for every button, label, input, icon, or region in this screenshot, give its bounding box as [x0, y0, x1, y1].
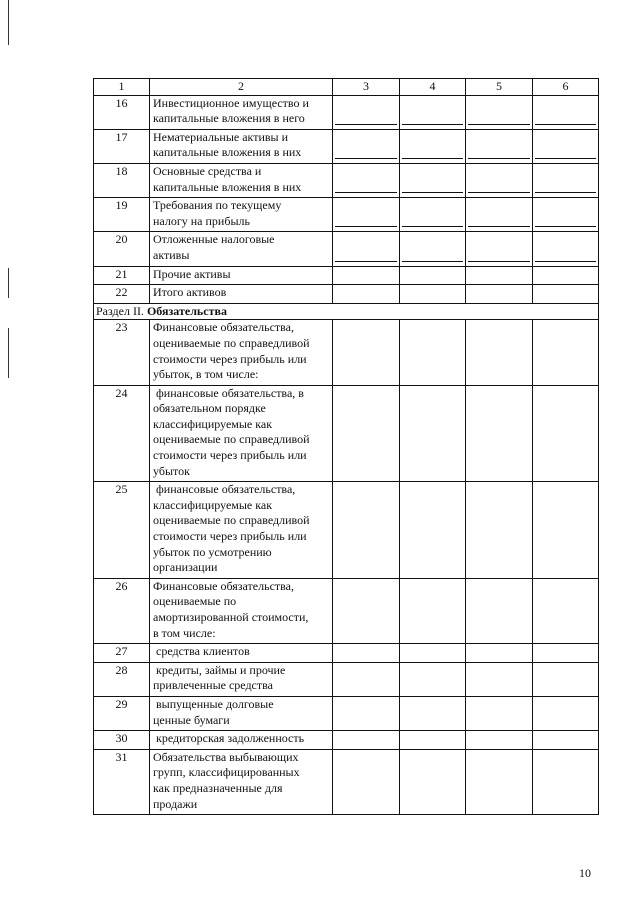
row-label-line: стоимости через прибыль или: [153, 448, 307, 463]
row-label-line: оцениваемые по справедливой: [153, 335, 310, 350]
value-cell: [466, 198, 533, 232]
row-label: [150, 95, 333, 129]
value-cell: [533, 129, 599, 163]
row-label-line: амортизированной стоимости,: [153, 610, 309, 625]
table-row: [94, 482, 599, 579]
row-number: 19: [94, 198, 150, 232]
cell-inner-line: [402, 232, 463, 261]
value-cell: [333, 285, 400, 304]
row-label-line: оцениваемые по справедливой: [153, 513, 310, 528]
value-cell: [533, 198, 599, 232]
value-cell: [466, 731, 533, 750]
column-header: 1: [94, 79, 150, 96]
value-cell: [466, 662, 533, 696]
value-cell: [333, 232, 400, 266]
value-cell: [333, 385, 400, 482]
row-label-line: классифицируемые как: [153, 497, 273, 512]
row-label-line: налогу на прибыль: [153, 213, 250, 228]
row-label: [150, 482, 333, 579]
row-label: [150, 163, 333, 197]
value-cell: [400, 285, 466, 304]
value-cell: [333, 163, 400, 197]
value-cell: [400, 129, 466, 163]
row-label-line: Итого активов: [153, 285, 227, 300]
value-cell: [400, 644, 466, 663]
value-cell: [533, 163, 599, 197]
cell-inner-line: [335, 198, 397, 227]
column-header: 2: [150, 79, 333, 96]
row-label-line: Обязательства выбывающих: [153, 749, 299, 764]
value-cell: [466, 320, 533, 385]
value-cell: [333, 95, 400, 129]
row-label: [150, 129, 333, 163]
cell-inner-line: [535, 198, 596, 227]
value-cell: [400, 697, 466, 731]
value-cell: [400, 578, 466, 643]
cell-inner-line: [468, 232, 530, 261]
row-label-line: капитальные вложения в них: [153, 145, 302, 160]
row-number: 18: [94, 163, 150, 197]
value-cell: [466, 266, 533, 285]
table-row: [94, 163, 599, 197]
row-number: 27: [94, 644, 150, 663]
table-row: [94, 198, 599, 232]
value-cell: [533, 578, 599, 643]
value-cell: [400, 482, 466, 579]
value-cell: [400, 266, 466, 285]
value-cell: [533, 266, 599, 285]
section-title: Обязательства: [146, 303, 227, 318]
value-cell: [533, 320, 599, 385]
value-cell: [533, 232, 599, 266]
table-row: [94, 385, 599, 482]
row-label-line: Отложенные налоговые: [153, 232, 275, 247]
row-label-line: ценные бумаги: [153, 712, 230, 727]
row-number: 25: [94, 482, 150, 579]
row-label-line: Основные средства и: [153, 163, 262, 178]
value-cell: [333, 731, 400, 750]
row-label-line: Нематериальные активы и: [153, 129, 289, 144]
row-label-line: финансовые обязательства, в: [153, 385, 304, 400]
value-cell: [533, 731, 599, 750]
row-label-line: капитальные вложения в него: [153, 111, 305, 126]
row-label-line: как предназначенные для: [153, 781, 283, 796]
value-cell: [333, 662, 400, 696]
table-row: [94, 129, 599, 163]
row-label: [150, 385, 333, 482]
table-row: [94, 749, 599, 814]
column-header: 6: [533, 79, 599, 96]
row-label-line: кредиты, займы и прочие: [153, 662, 286, 677]
row-label-line: продажи: [153, 796, 198, 811]
row-label-line: оцениваемые по справедливой: [153, 432, 310, 447]
value-cell: [400, 385, 466, 482]
table-row: [94, 644, 599, 663]
cell-inner-line: [535, 130, 596, 159]
table-row: [94, 662, 599, 696]
row-label-line: средства клиентов: [153, 644, 250, 659]
table-row: [94, 578, 599, 643]
row-label-line: Финансовые обязательства,: [153, 320, 294, 335]
row-number: 21: [94, 266, 150, 285]
row-label-line: Инвестиционное имущество и: [153, 95, 309, 110]
row-label-line: организации: [153, 560, 218, 575]
row-label-line: стоимости через прибыль или: [153, 351, 307, 366]
cell-inner-line: [535, 232, 596, 261]
cell-inner-line: [468, 164, 530, 193]
value-cell: [333, 578, 400, 643]
value-cell: [333, 697, 400, 731]
row-label-line: Прочие активы: [153, 266, 231, 281]
row-label-line: привлеченные средства: [153, 678, 273, 693]
row-label-line: убыток по усмотрению: [153, 544, 272, 559]
row-label: [150, 285, 333, 304]
value-cell: [466, 749, 533, 814]
table-row: [94, 697, 599, 731]
cell-inner-line: [468, 130, 530, 159]
row-number: 17: [94, 129, 150, 163]
value-cell: [400, 163, 466, 197]
row-label-line: классифицируемые как: [153, 416, 273, 431]
value-cell: [466, 95, 533, 129]
value-cell: [333, 198, 400, 232]
row-label-line: групп, классифицированных: [153, 765, 300, 780]
row-number: 23: [94, 320, 150, 385]
row-label-line: капитальные вложения в них: [153, 179, 302, 194]
row-label-line: убыток: [153, 463, 190, 478]
value-cell: [533, 697, 599, 731]
row-label-line: стоимости через прибыль или: [153, 529, 307, 544]
cell-inner-line: [535, 96, 596, 125]
row-label: [150, 578, 333, 643]
row-number: 22: [94, 285, 150, 304]
section-row: [94, 303, 599, 320]
value-cell: [333, 266, 400, 285]
cell-inner-line: [335, 130, 397, 159]
value-cell: [333, 644, 400, 663]
value-cell: [533, 749, 599, 814]
row-label-line: Финансовые обязательства,: [153, 578, 294, 593]
row-label: [150, 731, 333, 750]
value-cell: [400, 232, 466, 266]
value-cell: [400, 749, 466, 814]
table-header-row: [94, 79, 599, 96]
row-label: [150, 749, 333, 814]
value-cell: [466, 697, 533, 731]
balance-sheet-table: [93, 78, 599, 815]
value-cell: [400, 320, 466, 385]
row-label-line: обязательном порядке: [153, 401, 266, 416]
value-cell: [466, 644, 533, 663]
row-label-line: выпущенные долговые: [153, 697, 274, 712]
cell-inner-line: [402, 198, 463, 227]
value-cell: [533, 482, 599, 579]
value-cell: [466, 578, 533, 643]
cell-inner-line: [402, 164, 463, 193]
scan-mark: [8, 0, 9, 45]
section-heading: [94, 303, 599, 320]
row-number: 20: [94, 232, 150, 266]
row-label: [150, 697, 333, 731]
row-number: 29: [94, 697, 150, 731]
value-cell: [533, 385, 599, 482]
cell-inner-line: [402, 96, 463, 125]
value-cell: [466, 232, 533, 266]
cell-inner-line: [468, 198, 530, 227]
cell-inner-line: [402, 130, 463, 159]
value-cell: [466, 385, 533, 482]
column-header: 5: [466, 79, 533, 96]
row-label-line: в том числе:: [153, 625, 216, 640]
row-label: [150, 644, 333, 663]
row-number: 16: [94, 95, 150, 129]
section-prefix: Раздел II.: [96, 303, 147, 318]
value-cell: [400, 198, 466, 232]
row-label: [150, 662, 333, 696]
value-cell: [400, 731, 466, 750]
value-cell: [466, 482, 533, 579]
column-header: 3: [333, 79, 400, 96]
page-number: 10: [579, 866, 591, 880]
row-label-line: кредиторская задолженность: [153, 731, 305, 746]
cell-inner-line: [335, 96, 397, 125]
row-label-line: оцениваемые по: [153, 594, 237, 609]
value-cell: [533, 644, 599, 663]
row-number: 31: [94, 749, 150, 814]
value-cell: [333, 320, 400, 385]
value-cell: [466, 129, 533, 163]
row-number: 24: [94, 385, 150, 482]
row-label-line: активы: [153, 247, 190, 262]
table-row: [94, 320, 599, 385]
cell-inner-line: [535, 164, 596, 193]
value-cell: [533, 95, 599, 129]
row-label: [150, 232, 333, 266]
value-cell: [400, 662, 466, 696]
value-cell: [333, 749, 400, 814]
row-label-line: Требования по текущему: [153, 198, 282, 213]
cell-inner-line: [335, 164, 397, 193]
row-label: [150, 266, 333, 285]
value-cell: [333, 129, 400, 163]
column-header: 4: [400, 79, 466, 96]
row-label: [150, 198, 333, 232]
table-row: [94, 285, 599, 304]
value-cell: [533, 662, 599, 696]
cell-inner-line: [335, 232, 397, 261]
table-row: [94, 266, 599, 285]
value-cell: [466, 285, 533, 304]
value-cell: [533, 285, 599, 304]
value-cell: [400, 95, 466, 129]
row-label-line: финансовые обязательства,: [153, 482, 296, 497]
table-row: [94, 731, 599, 750]
table-row: [94, 95, 599, 129]
value-cell: [466, 163, 533, 197]
row-label: [150, 320, 333, 385]
value-cell: [333, 482, 400, 579]
scan-mark: [8, 328, 9, 378]
row-number: 30: [94, 731, 150, 750]
table-row: [94, 232, 599, 266]
row-number: 28: [94, 662, 150, 696]
scan-mark: [8, 268, 9, 298]
cell-inner-line: [468, 96, 530, 125]
row-number: 26: [94, 578, 150, 643]
row-label-line: убыток, в том числе:: [153, 367, 259, 382]
